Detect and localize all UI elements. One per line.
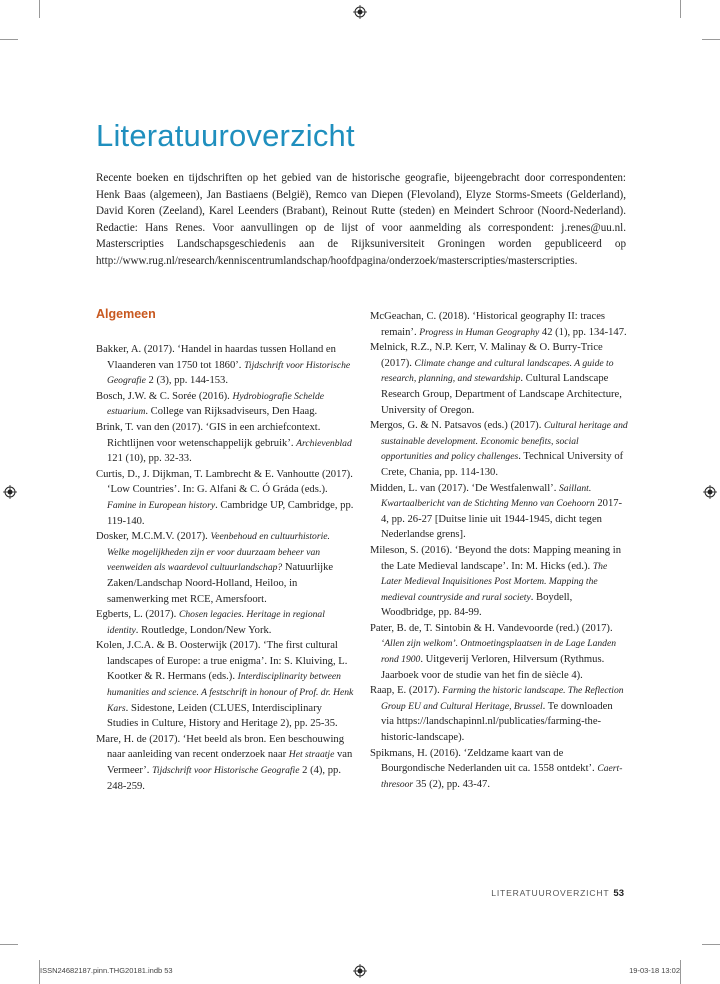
- reference-entry: [370, 543, 628, 621]
- reference-entry: [96, 732, 354, 794]
- reference-text: Curtis, D., J. Dijkman, T. Lambrecht & E. Vanhoutte (2017). ‘Low Countries’. In: G. Alfani & C. Ó Gráda (eds.).: [96, 468, 353, 496]
- reference-text: Egberts, L. (2017).: [96, 609, 179, 621]
- slug-file: ISSN24682187.pinn.THG20181.indb 53: [40, 966, 173, 975]
- reference-text: 2 (3), pp. 144-153.: [145, 375, 228, 387]
- reference-entry: [370, 746, 628, 793]
- crop-mark: [680, 960, 681, 984]
- reference-title: The Later Medieval Inquisitiones Post Mortem. Mapping the medieval countryside and rural society: [381, 560, 608, 603]
- right-column: [370, 309, 628, 792]
- reference-text: Mergos, G. & N. Patsavos (eds.) (2017).: [370, 420, 544, 432]
- reference-text: . College van Rijksadviseurs, Den Haag.: [145, 406, 318, 418]
- reference-text: Bosch, J.W. & C. Sorée (2016).: [96, 390, 233, 402]
- reference-title: Progress in Human Geography: [419, 326, 540, 338]
- reference-title: Saillant. Kwartaalbericht van de Stichting Menno van Coehoorn: [381, 482, 595, 510]
- reference-text: 2 (4), pp. 248-259.: [107, 765, 341, 792]
- left-column: [96, 342, 354, 794]
- reference-text: Mileson, S. (2016). ‘Beyond the dots: Mapping meaning in the Late Medieval landscape’. In: M. Hicks (ed.).: [370, 544, 621, 572]
- crop-mark: [680, 0, 681, 18]
- reference-title: Tijdschrift voor Historische Geografie: [107, 359, 351, 387]
- reference-text: Midden, L. van (2017). ‘De Westfalenwall’.: [370, 482, 559, 494]
- reference-title: Het straatje: [288, 749, 335, 761]
- page-title: Literatuuroverzicht: [96, 118, 355, 153]
- reference-text: . Technical University of Crete, Chania, pp. 114-130.: [381, 451, 624, 478]
- reference-entry: [370, 309, 628, 340]
- reference-text: 121 (10), pp. 32-33.: [107, 453, 192, 465]
- reference-entry: [96, 342, 354, 389]
- reference-text: 35 (2), pp. 43-47.: [413, 778, 490, 790]
- reference-text: van Vermeer’.: [107, 749, 353, 777]
- reference-title: Climate change and cultural landscapes. A guide to research, planning, and stewardship: [381, 357, 614, 385]
- reference-text: . Routledge, London/New York.: [135, 624, 272, 636]
- reference-text: Kolen, J.C.A. & B. Oosterwijk (2017). ‘The first cultural landscapes of Europe: a true enigma’. In: S. Kluiving, L. Kootker & R. Hermans (eds.).: [96, 640, 348, 683]
- reference-text: Raap, E. (2017).: [370, 685, 443, 697]
- reference-entry: [96, 420, 354, 467]
- crop-mark: [39, 0, 40, 18]
- crop-mark: [702, 944, 720, 945]
- reference-text: Natuurlijke Zaken/Landschap Noord-Holland, Heiloo, in samenwerking met RCE, Amersfoort.: [107, 562, 334, 605]
- reference-text: 2017-4, pp. 26-27 [Duitse linie uit 1944-1945, dicht tegen Nederlandse grens].: [381, 498, 623, 541]
- running-footer: [491, 888, 624, 899]
- reference-text: . Uitgeverij Verloren, Hilversum (Rythmus. Jaarboek voor de studie van het fin de siècle 4).: [381, 654, 605, 681]
- reference-title: Veenbehoud en cultuurhistorie. Welke mogelijkheden zijn er voor duurzaam beheer van veenweiden als waardevol cultuurlandschap?: [107, 531, 330, 574]
- reference-text: Brink, T. van den (2017). ‘GIS in een archiefcontext. Richtlijnen voor wetenschappelijk gebruik’.: [96, 421, 321, 449]
- reference-text: 42 (1), pp. 134-147.: [539, 326, 627, 338]
- reference-entry: [370, 683, 628, 745]
- registration-mark-icon: [353, 964, 367, 978]
- reference-text: Mare, H. de (2017). ‘Het beeld als bron. Een beschouwing naar aanleiding van recent onderzoek naar: [96, 733, 344, 761]
- reference-text: Melnick, R.Z., N.P. Kerr, V. Malinay & O. Burry-Trice (2017).: [370, 342, 603, 369]
- reference-title: ‘Allen zijn welkom’. Ontmoetingsplaatsen in de Lage Landen rond 1900: [381, 638, 617, 666]
- reference-entry: [96, 389, 354, 420]
- reference-text: . Cambridge UP, Cambridge, pp. 119-140.: [107, 499, 354, 527]
- reference-entry: [96, 529, 354, 607]
- page-number: 53: [613, 888, 624, 899]
- reference-text: Pater, B. de, T. Sintobin & H. Vandevoorde (red.) (2017).: [370, 622, 613, 634]
- footer-label: LITERATUUROVERZICHT: [491, 888, 610, 898]
- crop-mark: [0, 39, 18, 40]
- reference-title: Tijdschrift voor Historische Geografie: [152, 765, 300, 777]
- reference-entry: [370, 621, 628, 683]
- reference-text: Dosker, M.C.M.V. (2017).: [96, 531, 211, 543]
- reference-title: Cultural heritage and sustainable development. Economic benefits, social opportunities and policy challenges: [381, 420, 628, 463]
- crop-mark: [702, 39, 720, 40]
- reference-title: Chosen legacies. Heritage in regional identity: [107, 609, 325, 636]
- registration-mark-icon: [3, 485, 17, 499]
- reference-entry: [96, 607, 354, 638]
- reference-entry: [370, 418, 628, 480]
- section-heading: Algemeen: [96, 307, 156, 321]
- reference-entry: [96, 467, 354, 529]
- reference-text: . Boydell, Woodbridge, pp. 84-99.: [381, 591, 573, 619]
- reference-text: . Te downloaden via https://landschapinnl.nl/publicaties/farming-the-historic-landscape).: [381, 700, 613, 744]
- registration-mark-icon: [353, 5, 367, 19]
- reference-title: Farming the historic landscape. The Reflection Group EU and Cultural Heritage, Brussel: [381, 685, 624, 712]
- registration-mark-icon: [703, 485, 717, 499]
- intro-paragraph: Recente boeken en tijdschriften op het gebied van de historische geografie, bijeengebracht door correspondenten: Henk Baas (algemeen), Jan Bastiaens (België), Remco van Diepen (Flevoland), Elyze Storms-Smeets (Gelderland), David Koren (Zeeland), Karel Leenders (Brabant), Reinout Rutte (steden) en Meindert Schroor (Noord-Nederland). Redactie: Hans Renes. Voor aanvullingen op de lijst of voor aanmelding als correspondent: j.renes@uu.nl. Masterscripties Landschapsgeschiedenis aan de Rijksuniversiteit Groningen worden gepubliceerd op http://www.rug.nl/research/kenniscentrumlandschap/hoofdpagina/onderzoek/masterscripties/masterscripties.: [96, 172, 626, 267]
- reference-title: Caert-thresoor: [381, 763, 623, 790]
- reference-title: Interdisciplinarity between humanities and science. A festschrift in honour of Prof. dr. Henk Kars: [107, 671, 354, 714]
- reference-text: McGeachan, C. (2018). ‘Historical geography II: traces remain’.: [370, 311, 606, 338]
- reference-title: Hydrobiografie Schelde estuarium: [107, 390, 324, 418]
- reference-text: . Sidestone, Leiden (CLUES, Interdisciplinary Studies in Culture, History and Heritage 2), pp. 25-35.: [107, 702, 338, 730]
- reference-entry: [370, 340, 628, 418]
- reference-title: Famine in European history: [107, 499, 216, 511]
- reference-text: Bakker, A. (2017). ‘Handel in haardas tussen Holland en Vlaanderen van 1750 tot 1860’.: [96, 344, 336, 371]
- reference-text: Spikmans, H. (2016). ‘Zeldzame kaart van de Bourgondische Nederlanden uit ca. 1558 ontdekt’.: [370, 747, 598, 775]
- reference-text: . Cultural Landscape Research Group, Department of Landscape Architecture, University of Oregon.: [381, 373, 622, 416]
- reference-title: Archievenblad: [296, 437, 352, 449]
- slug-date: 19-03-18 13:02: [629, 966, 680, 975]
- reference-entry: [370, 481, 628, 543]
- crop-mark: [0, 944, 18, 945]
- reference-entry: [96, 638, 354, 732]
